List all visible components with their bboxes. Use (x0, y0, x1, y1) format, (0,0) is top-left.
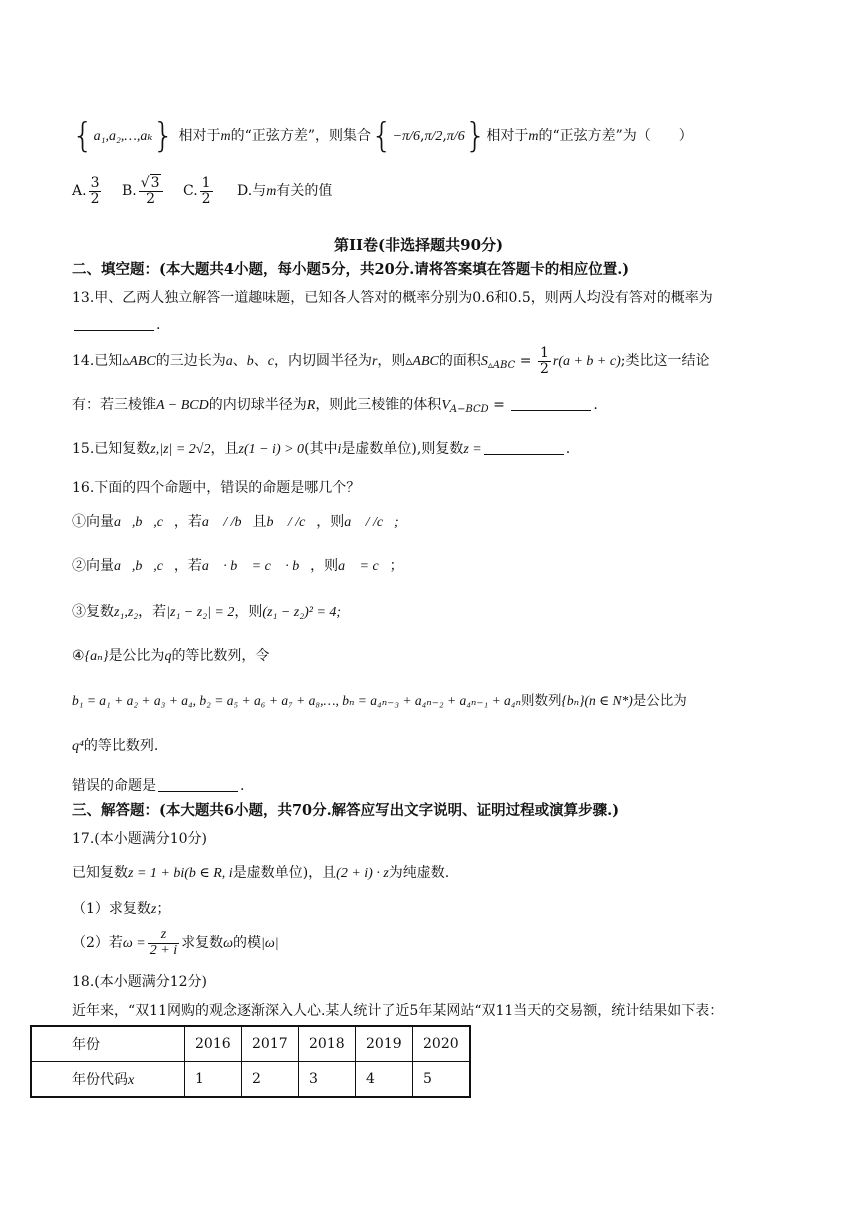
q14-line2: 有：若三棱锥A − BCD的内切球半径为R，则此三棱锥的体积$V_{A-BCD}$ = . (72, 397, 598, 415)
q12-m2: m (528, 129, 539, 145)
q16-blank (158, 779, 238, 792)
table-cell: 2 (242, 1062, 299, 1098)
table-row-label: 年份 (31, 1026, 185, 1062)
q17-part1: （1）求复数z； (72, 901, 171, 917)
q18-intro: 近年来，“双11网购的观念逐渐深入人心.某人统计了近5年某网站“双11当天的交易额，统计结果如下表： (72, 1003, 724, 1019)
q17-part2: （2）若ω = $\frac{z}{2 + i}$ 求复数ω的模|ω| (72, 927, 279, 958)
choice-c: C. $\frac{1}{2}$ (182, 175, 211, 207)
table-cell: 5 (413, 1062, 471, 1098)
q16-prop1: ①向量a⃗,b⃗,c⃗，若a⃗ / /b⃗且b⃗ / /c⃗，则a⃗ / /c⃗; (72, 514, 399, 530)
q16-prop2: ②向量a⃗,b⃗,c⃗，若a⃗ · b⃗ = c⃗ · b⃗，则a⃗ = c⃗； (72, 558, 404, 574)
table-row-label: 年份代码x (31, 1062, 185, 1098)
q14-blank (511, 398, 591, 411)
set-elements: a₁,a₂,…,aₖ (93, 129, 153, 145)
table-cell: 4 (356, 1062, 413, 1098)
set2-c: π/6 (446, 129, 465, 145)
set2-a: −π/6 (392, 129, 420, 145)
set2-b: π/2 (424, 129, 443, 145)
section3-heading: 三、解答题：(本大题共6小题，共70分.解答应写出文字说明、证明过程或演算步骤.) (72, 802, 620, 819)
choice-d: D.与m有关的值 (237, 183, 333, 200)
q12-tail-line: {a₁,a₂,…,aₖ} 相对于m的“正弦方差”，则集合{−π/6,π/2,π/6}相对于m的“正弦方差”为（ ） (72, 116, 693, 156)
q13-blank (74, 318, 154, 331)
q14-line1: 14.已知▵ABC的三边长为a、b、c，内切圆半径为r，则▵ABC的面积$S_{▵ABC}$ = $\frac{1}{2}$ r(a + b + c);类比这一结论 (72, 345, 710, 377)
choice-b: B. $\frac{√3}{2}$ (122, 183, 165, 199)
table-cell: 2016 (185, 1026, 242, 1062)
q12-text-c: 相对于 (486, 128, 529, 145)
choice-a: A. $\frac{3}{2}$ (72, 175, 100, 207)
q16-prop4-formula: b₁ = a₁ + a₂ + a₃ + a₄, b₂ = a₅ + a₆ + a₇ + a₈,…, bₙ = a₄ₙ₋₃ + a₄ₙ₋₂ + a₄ₙ₋₁ + a₄ₙ则数列{bₙ}(n ∈ N*)是公比为 (72, 693, 687, 709)
q12-text-d: 的“正弦方差”为（ ） (538, 128, 693, 145)
q12-text-b: 的“正弦方差”，则集合 (230, 128, 371, 145)
table-cell: 3 (299, 1062, 356, 1098)
q13-answer-line: . (72, 316, 160, 334)
q16-prop4-end: q⁴的等比数列. (72, 738, 159, 754)
q15-blank (484, 442, 564, 455)
table-row (31, 1026, 470, 1062)
q15-line: 15.已知复数z,|z| = 2√2，且z(1 − i) > 0(其中i是虚数单位),则复数z = . (72, 441, 571, 457)
q12-text-a: 相对于 (178, 128, 221, 145)
section2-heading: 二、填空题：(本大题共4小题，每小题5分，共20分.请将答案填在答题卡的相应位置.) (72, 261, 630, 278)
q16-prop4: ④{aₙ}是公比为q的等比数列，令 (72, 648, 270, 664)
q16-answer-line: 错误的命题是 . (72, 778, 245, 794)
table-cell: 2019 (356, 1026, 413, 1062)
table-cell: 2017 (242, 1026, 299, 1062)
table-cell: 1 (185, 1062, 242, 1098)
q16-prop3: ③复数z₁,z₂，若|z₁ − z₂| = 2，则(z₁ − z₂)² = 4; (72, 604, 342, 620)
q16-stem: 16.下面的四个命题中，错误的命题是哪几个？ (72, 480, 361, 496)
q18-title: 18.(本小题满分12分) (72, 974, 208, 990)
q13-text: 13.甲、乙两人独立解答一道趣味题，已知各人答对的概率分别为0.6和0.5，则两人均没有答对的概率为 (72, 290, 713, 306)
q17-stem: 已知复数z = 1 + bi(b ∈ R, i是虚数单位)，且(2 + i) · z为纯虚数. (72, 865, 450, 881)
table-row (31, 1062, 470, 1098)
part2-title: 第II卷(非选择题共90分) (334, 236, 504, 254)
q18-table (30, 1025, 471, 1098)
choices-line (72, 176, 332, 206)
q12-m: m (220, 129, 231, 145)
table-cell: 2020 (413, 1026, 471, 1062)
q17-title: 17.(本小题满分10分) (72, 831, 208, 847)
table-cell: 2018 (299, 1026, 356, 1062)
